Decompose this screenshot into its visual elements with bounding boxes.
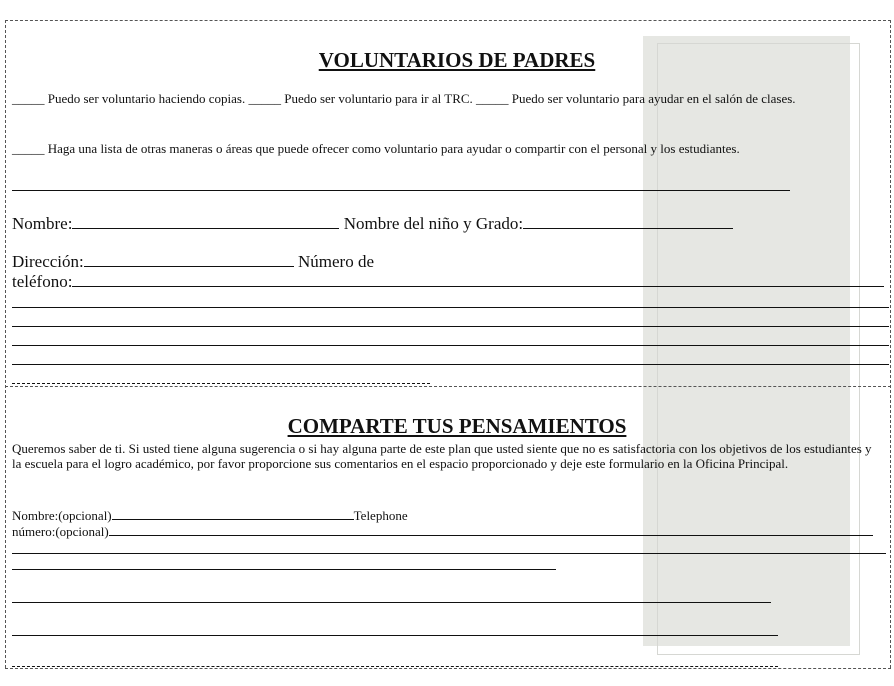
thoughts-line-1[interactable] (12, 553, 886, 554)
comment-line-3[interactable] (12, 345, 889, 346)
background-outline-panel (657, 43, 860, 655)
comment-line-1[interactable] (12, 307, 889, 308)
phone-field[interactable] (72, 272, 884, 287)
form-border-left (5, 20, 6, 668)
section-cut-line (5, 386, 891, 387)
parent-name-label: Nombre: (12, 214, 73, 233)
optional-name-field[interactable] (112, 507, 354, 520)
optional-number-field[interactable] (109, 523, 873, 536)
thoughts-line-3[interactable] (12, 602, 771, 603)
phone-label-part1: Número de (298, 252, 375, 271)
parent-name-field[interactable] (72, 214, 339, 229)
address-label: Dirección: (12, 252, 84, 271)
thoughts-intro: Queremos saber de ti. Si usted tiene alguna sugerencia o si hay alguna parte de este plan que usted siente que no es satisfactoria con los objetivos de los estudiantes y la escuela para el logro académico, por favor proporcione sus comentarios en el espacio proporcionado y deje este formulario en la Oficina Principal. (12, 441, 872, 471)
address-row (12, 252, 374, 272)
parent-name-row (12, 214, 733, 234)
optional-name-label: Nombre:(opcional) (12, 508, 112, 523)
thoughts-line-5[interactable] (12, 666, 778, 667)
comment-line-2[interactable] (12, 326, 889, 327)
thoughts-line-2[interactable] (12, 569, 556, 570)
volunteer-list-prompt: _____ Haga una lista de otras maneras o áreas que puede ofrecer como voluntario para ayudar o compartir con el personal y los estudiantes. (12, 141, 740, 156)
volunteer-options: _____ Puedo ser voluntario haciendo copias. _____ Puedo ser voluntario para ir al TRC. _____ Puedo ser voluntario para ayudar en el salón de clases. (12, 91, 796, 106)
phone-row (12, 272, 884, 292)
address-field[interactable] (84, 252, 294, 267)
phone-label-part2: teléfono: (12, 272, 73, 291)
volunteers-title: VOLUNTARIOS DE PADRES (318, 48, 596, 72)
optional-number-label: número:(opcional) (12, 524, 109, 539)
form-border-bottom (5, 668, 891, 669)
optional-number-row (12, 523, 873, 540)
thoughts-line-4[interactable] (12, 635, 778, 636)
optional-name-row (12, 507, 408, 524)
volunteer-list-answer-line[interactable] (12, 190, 790, 191)
thoughts-title: COMPARTE TUS PENSAMIENTOS (287, 414, 627, 438)
comment-line-4[interactable] (12, 364, 889, 365)
child-grade-label: Nombre del niño y Grado: (343, 214, 524, 233)
form-border-right (890, 20, 891, 668)
telephone-label: Telephone (353, 508, 408, 523)
child-grade-field[interactable] (523, 214, 733, 229)
comment-line-5[interactable] (12, 383, 430, 384)
form-border-top (5, 20, 891, 21)
